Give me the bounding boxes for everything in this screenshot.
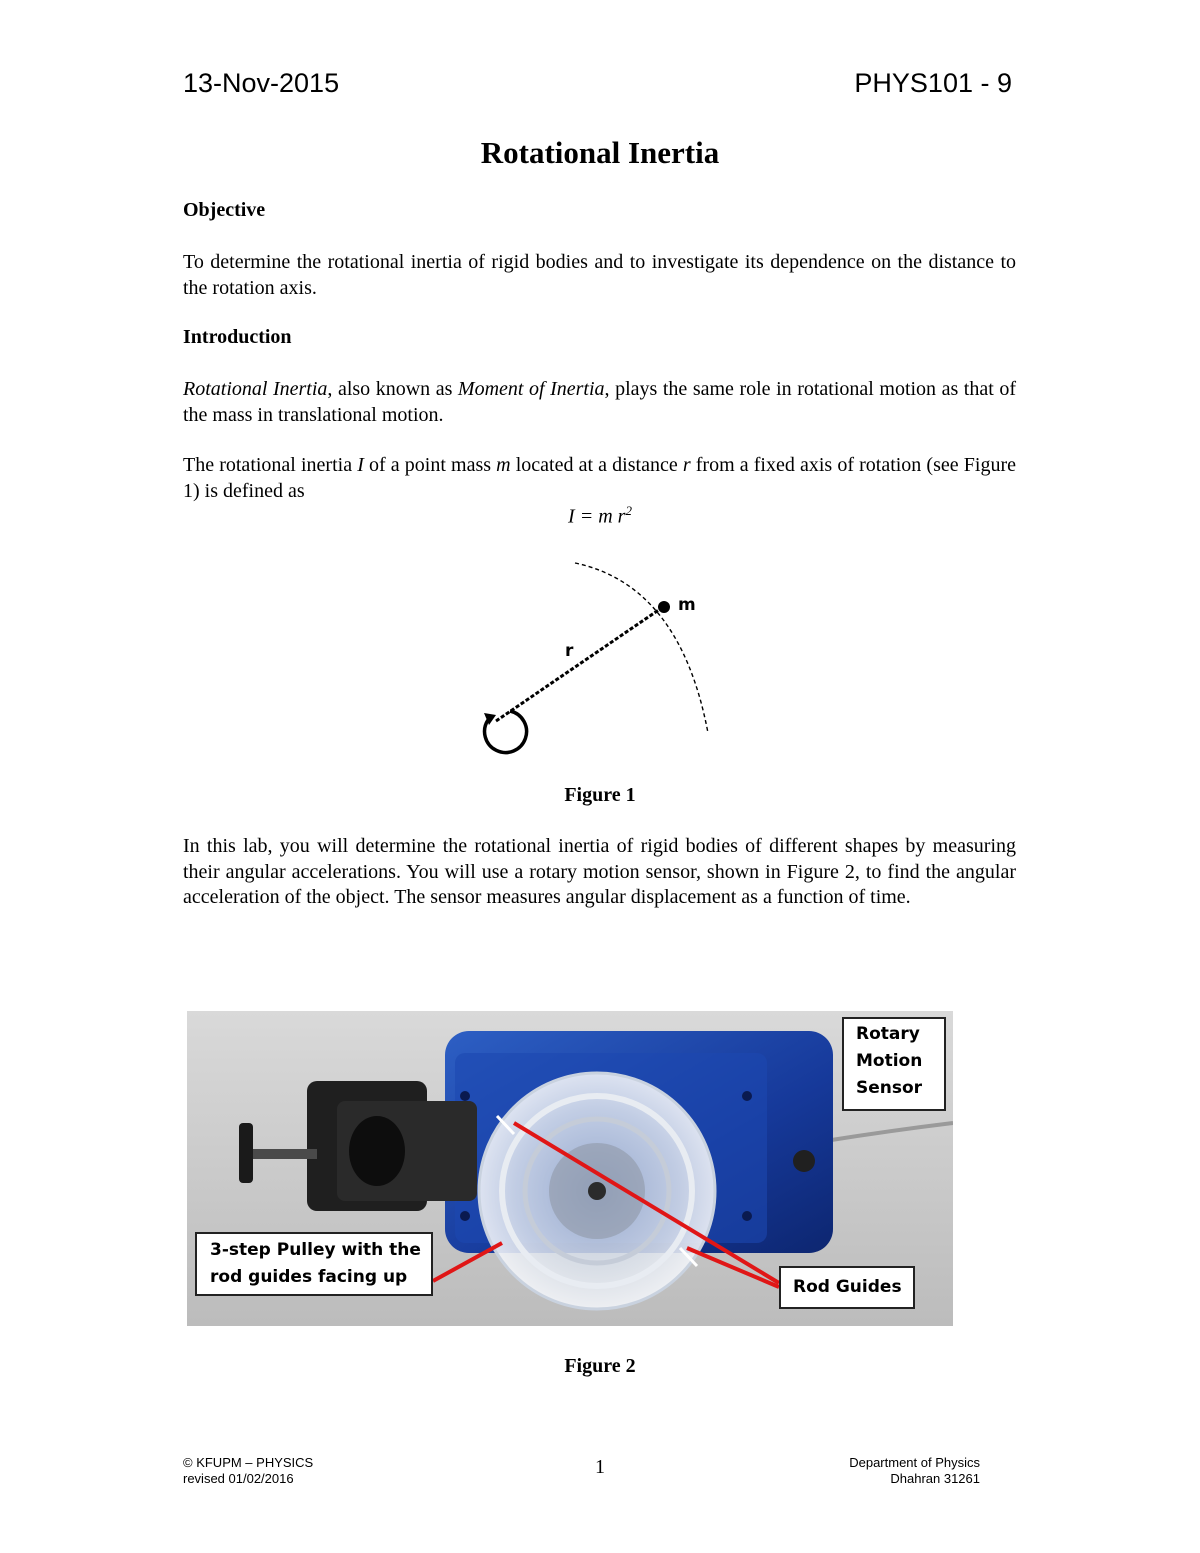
rotation-arc xyxy=(575,563,708,733)
callout-rod-guides: Rod Guides xyxy=(779,1266,915,1309)
objective-text: To determine the rotational inertia of rigid bodies and to investigate its dependence on the distance to the rotation axis. xyxy=(183,251,1016,299)
lab-paragraph: In this lab, you will determine the rotational inertia of rigid bodies of different shapes by measuring their angular accelerations. You will use a rotary motion sensor, shown in Figure 2, to find the angular acceleration of the object. The sensor measures angular displacement as a function of time. xyxy=(183,835,1016,908)
introduction-heading: Introduction xyxy=(183,326,292,348)
inertia-equation: I = m $r^2$ xyxy=(568,503,632,528)
header-date: 13-Nov-2015 xyxy=(183,68,340,98)
figure-2-caption: Figure 2 xyxy=(564,1355,636,1377)
figure-1-caption: Figure 1 xyxy=(564,784,636,806)
figure-1-diagram xyxy=(460,555,730,760)
callout-pulley: 3-step Pulley with the rod guides facing up xyxy=(195,1232,433,1296)
footer-right: Department of Physics Dhahran 31261 xyxy=(849,1455,980,1486)
page-title: Rotational Inertia xyxy=(480,135,720,170)
objective-heading: Objective xyxy=(183,199,266,221)
introduction-paragraph-2: The rotational inertia I of a point mass m located at a distance r from a fixed axis of rotation (see Figure 1) is defined as xyxy=(183,454,1016,502)
term-moment-of-inertia: Moment of Inertia xyxy=(457,378,605,400)
page-number: 1 xyxy=(595,1456,605,1478)
footer-left: © KFUPM – PHYSICS revised 01/02/2016 xyxy=(183,1455,314,1486)
figure-2-photo xyxy=(187,1011,953,1326)
term-rotational-inertia: Rotational Inertia xyxy=(183,378,328,400)
label-m: m xyxy=(678,595,696,615)
point-mass xyxy=(658,601,670,613)
callout-rotary-motion-sensor: Rotary Motion Sensor xyxy=(842,1017,946,1111)
radius-line xyxy=(496,607,663,721)
introduction-paragraph-1: Rotational Inertia, also known as Moment of Inertia, plays the same role in rotational motion as that of the mass in translational motion. xyxy=(183,378,1016,426)
label-r: r xyxy=(565,641,574,661)
header-course: PHYS101 - 9 xyxy=(854,68,1012,98)
